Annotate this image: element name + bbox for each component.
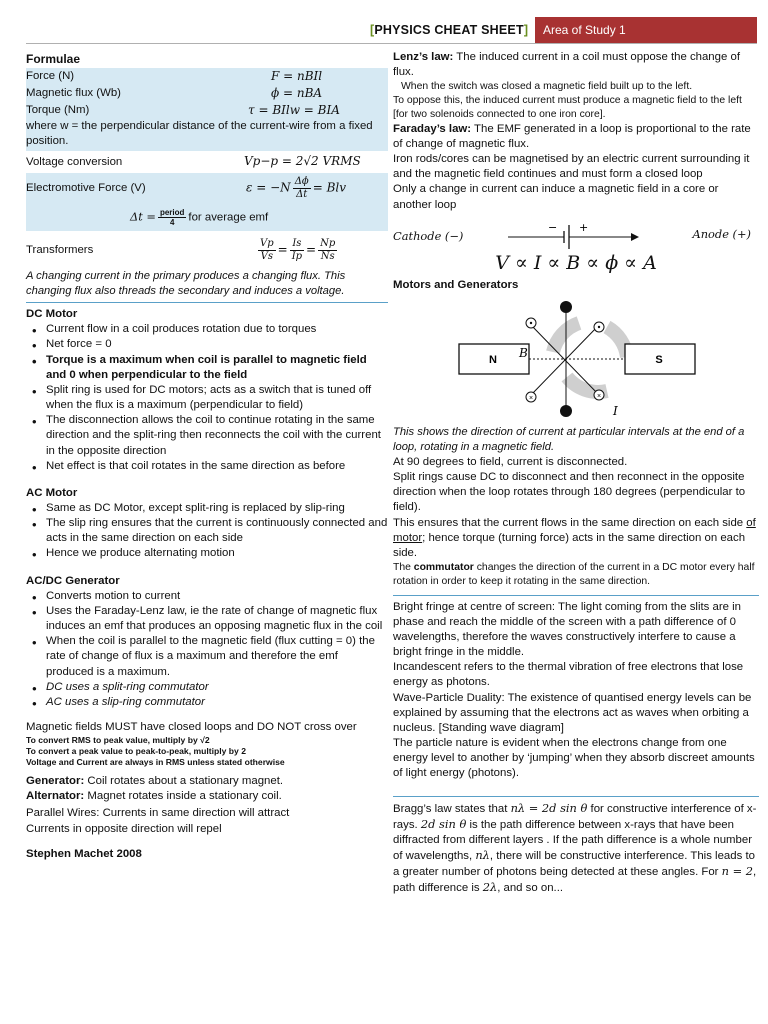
cathode-label: Cathode (−) bbox=[393, 228, 464, 243]
minus-sign: − bbox=[548, 220, 558, 234]
torque-note: where w = the perpendicular distance of the current-wire from a fixed position. bbox=[26, 119, 388, 151]
lenz-law: Lenz’s law: The induced current in a coil must oppose the change of flux. bbox=[393, 51, 740, 79]
bright-fringe: Bright fringe at centre of screen: The light coming from the slits are in phase and reach the middle of the screen with a path difference of 0 wavelengths, therefore the waves constructively interfere to cause a bright fringe in the middle. bbox=[393, 600, 741, 659]
incandescent: Incandescent refers to the thermal vibration of free electrons that lose energy as photons. bbox=[393, 661, 744, 689]
plus-sign: + bbox=[579, 220, 589, 234]
list-item: • Uses the Faraday-Lenz law, ie the rate of change of magnetic flux induces an emf that produces an opposing magnetic flux in the coil bbox=[46, 604, 388, 634]
conversion-notes: To convert RMS to peak value, multiply by √2 To convert a peak value to peak-to-peak, multiply by 2 Voltage and Current are always in RMS unless stated otherwise bbox=[26, 735, 285, 768]
dc-motor-heading: DC Motor bbox=[26, 308, 78, 321]
list-item: • DC uses a split-ring commutator bbox=[46, 680, 388, 695]
ac-motor-list bbox=[26, 501, 388, 562]
formula-emf: Electromotive Force (V) ε = −N $\frac{\Delta\phi}{\Delta t}$ = Blv bbox=[26, 173, 388, 203]
commutator-note: The commutator changes the direction of the current in a DC motor every half rotation in order to keep it rotating in the same direction. bbox=[393, 562, 755, 587]
formula-torque: Torque (Nm) τ = BIlw = BIA bbox=[26, 102, 388, 119]
diagram-caption: This shows the direction of current at particular intervals at the end of a loop, rotating in a magnetic field. bbox=[393, 426, 745, 454]
only-change: Only a change in current can induce a magnetic field in a core or another loop bbox=[393, 183, 719, 211]
divider bbox=[393, 796, 759, 797]
dc-motor-list bbox=[26, 322, 388, 474]
ensures-note: This ensures that the current flows in the same direction on each side of motor; hence torque (turning force) acts in the same direction on each side. bbox=[393, 516, 756, 559]
formula-transformers: Transformers $\frac{Vp}{Vs}$ = $\frac{Is}{Ip}$ = $\frac{Np}{Ns}$ bbox=[26, 238, 336, 262]
author-signature: Stephen Machet 2008 bbox=[26, 847, 142, 860]
alternator-definition: Alternator: Magnet rotates inside a stationary coil. bbox=[26, 790, 282, 803]
list-item: • AC uses a slip-ring commutator bbox=[46, 695, 388, 710]
list-item: • The slip ring ensures that the current is continuously connected and acts in the same direction on each side bbox=[46, 516, 388, 546]
svg-text:×: × bbox=[596, 393, 602, 401]
list-item: • Same as DC Motor, except split-ring is replaced by slip-ring bbox=[46, 501, 388, 516]
list-item: • Converts motion to current bbox=[46, 589, 388, 604]
formula-flux: Magnetic flux (Wb) ϕ = nBA bbox=[26, 85, 388, 102]
generator-definition: Generator: Coil rotates about a stationary magnet. bbox=[26, 775, 284, 788]
formula-dt: Δt = $\frac{\text{period}}{4}$ for average emf bbox=[26, 203, 388, 231]
list-item: • Hence we produce alternating motion bbox=[46, 546, 388, 561]
right-column bbox=[393, 50, 759, 897]
parallel-wires-2: Currents in opposite direction will repel bbox=[26, 822, 222, 835]
divider bbox=[393, 595, 759, 596]
anode-label: Anode (+) bbox=[692, 226, 751, 241]
wave-particle-duality: Wave-Particle Duality: The existence of quantised energy levels can be explained by assuming that the electrons act as waves when orbiting a nucleus. [Standing wave diagram] bbox=[393, 691, 752, 734]
list-item: • Torque is a maximum when coil is parallel to magnetic field and 0 when perpendicular to the field bbox=[46, 353, 388, 383]
generator-list bbox=[26, 589, 388, 710]
field-label: B bbox=[519, 346, 528, 361]
parallel-wires: Parallel Wires: Currents in same direction will attract bbox=[26, 807, 290, 820]
proportionality: V ∝ I ∝ B ∝ ϕ ∝ A bbox=[495, 251, 657, 274]
south-pole-label: S bbox=[655, 354, 663, 367]
svg-text:×: × bbox=[528, 395, 534, 403]
battery-symbol-icon bbox=[503, 219, 643, 249]
formula-voltage: Voltage conversion Vp−p = 2√2 VRMS bbox=[26, 154, 361, 169]
iron-cores: Iron rods/cores can be magnetised by an electric current surrounding it and the magnetic field continues and must form a closed loop bbox=[393, 153, 750, 181]
closed-loops-note: Magnetic fields MUST have closed loops and DO NOT cross over bbox=[26, 721, 357, 733]
ac-motor-heading: AC Motor bbox=[26, 486, 78, 499]
lenz-note-2: To oppose this, the induced current must produce a magnetic field to the left [for two solenoids connected to one iron core]. bbox=[393, 95, 742, 120]
sheet-title: [PHYSICS CHEAT SHEET] bbox=[370, 23, 529, 37]
formula-force: Force (N) F = nBIl bbox=[26, 68, 388, 85]
north-pole-label: N bbox=[489, 354, 497, 367]
transformer-note: A changing current in the primary produces a changing flux. This changing flux also threads the secondary and induces a voltage. bbox=[26, 270, 346, 298]
divider bbox=[26, 302, 388, 303]
header bbox=[0, 17, 768, 44]
motor-rotation-diagram bbox=[453, 297, 723, 419]
list-item: • When the coil is parallel to the magnetic field (flux cutting = 0) the rate of change of flux is a maximum and therefore the emf produced is a maximum. bbox=[46, 634, 388, 679]
header-rule bbox=[26, 43, 757, 44]
list-item: • The disconnection allows the coil to continue rotating in the same direction and the split-ring then reconnects the coil with the current in the opposite direction bbox=[46, 413, 388, 458]
list-item: • Net force = 0 bbox=[46, 337, 388, 352]
faraday-law: Faraday’s law: The EMF generated in a loop is proportional to the rate of change of magnetic flux. bbox=[393, 122, 751, 150]
list-item: • Net effect is that coil rotates in the same direction as before bbox=[46, 459, 388, 474]
lenz-note-1: When the switch was closed a magnetic field built up to the left. bbox=[401, 81, 693, 93]
area-of-study-badge: Area of Study 1 bbox=[535, 17, 757, 44]
split-rings: Split rings cause DC to disconnect and then reconnect in the opposite direction when the loop rotates through 180 degrees (perpendicular to field). bbox=[393, 471, 746, 514]
ninety-degrees: At 90 degrees to field, current is disconnected. bbox=[393, 455, 628, 468]
formulae-heading: Formulae bbox=[26, 52, 81, 66]
left-column bbox=[26, 50, 388, 862]
generator-heading: AC/DC Generator bbox=[26, 574, 120, 587]
bragg-law: Bragg’s law states that nλ = 2d sin θ for constructive interference of x-rays. 2d sin θ is the path difference between x-rays that have been diffracted from different layers . If the path difference is a whole number of wavelengths, nλ, there will be constructive interference. This leads to a greater number of photons being detected at these angles. For n = 2, path difference is 2λ, and so on... bbox=[393, 800, 757, 895]
cathode-anode-row bbox=[393, 219, 759, 257]
particle-nature: The particle nature is evident when the electrons change from one energy level to another by ‘jumping’ when they absorb discreet amounts of light energy (photons). bbox=[393, 737, 755, 780]
list-item: • Current flow in a coil produces rotation due to torques bbox=[46, 322, 388, 337]
current-label: I bbox=[613, 404, 618, 419]
list-item: • Split ring is used for DC motors; acts as a switch that is tuned off when the flux is a maximum (perpendicular to field) bbox=[46, 383, 388, 413]
motors-generators-heading: Motors and Generators bbox=[393, 279, 519, 291]
